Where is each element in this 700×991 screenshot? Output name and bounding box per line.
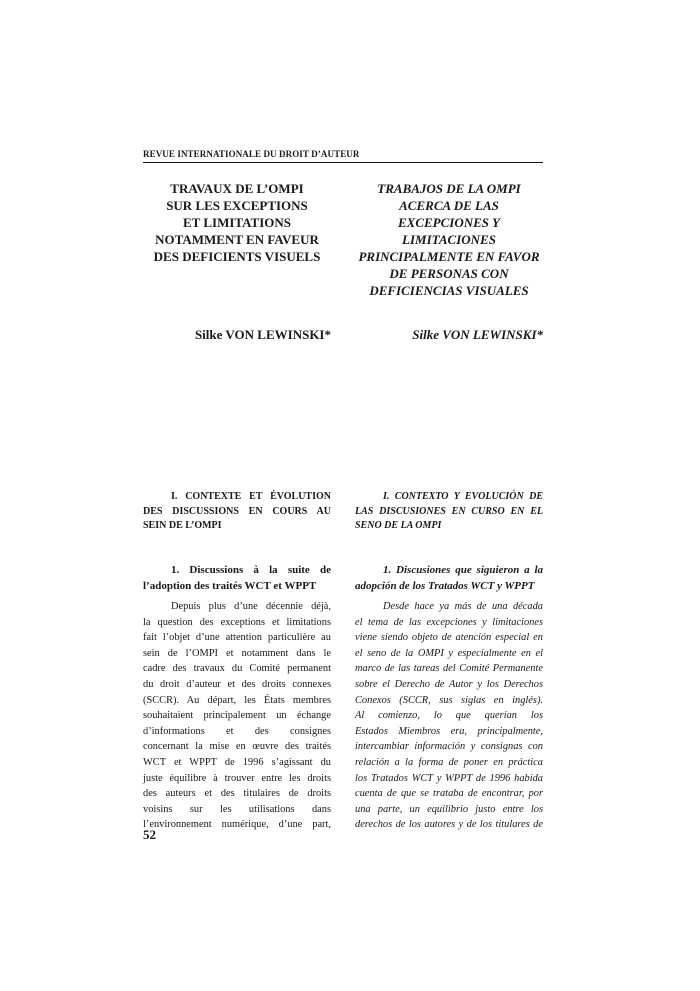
french-paragraph-line: souhaitaient principalement un échange xyxy=(143,710,331,722)
spanish-paragraph-line: relación a la forma de poner en práctica xyxy=(355,756,543,768)
french-title-line: ET LIMITATIONS xyxy=(182,215,291,230)
french-paragraph xyxy=(143,599,331,833)
spanish-title-line: EXCEPCIONES Y xyxy=(398,215,500,230)
french-paragraph-line: du droit d’auteur et des droits connexes xyxy=(143,678,331,690)
french-paragraph-line: d’informations et des consignes xyxy=(143,725,331,737)
french-paragraph-line: des auteurs et des titulaires de droits xyxy=(143,788,331,800)
french-author: Silke VON LEWINSKI* xyxy=(194,327,331,342)
spanish-title-line: ACERCA DE LAS xyxy=(399,198,499,213)
french-paragraph-line: l’environnement numérique, d’une part, xyxy=(143,819,331,831)
spanish-title-line: LIMITACIONES xyxy=(402,232,496,247)
spanish-paragraph-line: cuenta de que se trataba de encontrar, por xyxy=(355,788,543,800)
spanish-paragraph-line: marco de las tareas del Comité Permanente xyxy=(355,663,543,675)
french-paragraph-line: juste équilibre à trouver entre les droits xyxy=(143,772,331,784)
spanish-paragraph xyxy=(355,599,543,833)
spanish-paragraph-line: Al comienzo, lo que querían los xyxy=(355,710,543,722)
spanish-author: Silke VON LEWINSKI* xyxy=(412,327,543,342)
spanish-paragraph-line: viene siendo objeto de atención especial en xyxy=(355,632,543,644)
spanish-title xyxy=(355,180,543,299)
spanish-paragraph-line: Estados Miembros era, principalmente, xyxy=(355,725,543,737)
spanish-subsection-heading xyxy=(355,563,543,594)
french-paragraph-line: WCT et WPPT de 1996 s’agissant du xyxy=(143,756,331,768)
spanish-subsection-heading-line: 1. Discusiones que siguieron a la xyxy=(383,564,543,576)
french-section-heading-line: DES DISCUSSIONS EN COURS AU xyxy=(143,505,331,517)
french-paragraph-line: concernant la mise en œuvre des traités xyxy=(143,741,331,753)
french-subsection-heading xyxy=(143,563,331,594)
spanish-paragraph-line: sobre el Derecho de Autor y los Derechos xyxy=(355,678,543,690)
french-subsection-heading-line: l’adoption des traités WCT et WPPT xyxy=(143,579,317,592)
spanish-paragraph-line: intercambiar información y consignas con xyxy=(355,741,543,753)
spanish-paragraph-line: los Tratados WCT y WPPT de 1996 habida xyxy=(355,772,543,784)
spanish-title-line: TRABAJOS DE LA OMPI xyxy=(377,181,521,196)
french-paragraph-line: cadre des travaux du Comité permanent xyxy=(143,663,331,675)
running-head-rule xyxy=(143,162,543,163)
french-paragraph-line: la question des exceptions et limitations xyxy=(143,616,331,628)
spanish-paragraph-line: una parte, un equilibrio justo entre los xyxy=(355,803,543,815)
french-title xyxy=(143,180,331,265)
spanish-paragraph-line: derechos de los autores y de los titulares de xyxy=(355,819,543,831)
french-title-line: TRAVAUX DE L’OMPI xyxy=(170,181,304,196)
french-paragraph-line: Depuis plus d’une décennie déjà, xyxy=(171,601,331,612)
french-subsection-heading-line: 1. Discussions à la suite de xyxy=(171,564,331,576)
spanish-section-heading-line: SENO DE LA OMPI xyxy=(355,520,442,531)
page-number: 52 xyxy=(143,827,156,842)
spanish-section-heading xyxy=(355,490,543,534)
spanish-title-line: DE PERSONAS CON xyxy=(389,266,509,281)
french-section-heading-line: I. CONTEXTE ET ÉVOLUTION xyxy=(171,491,331,502)
spanish-section-heading-line: LAS DISCUSIONES EN CURSO EN EL xyxy=(355,505,543,517)
french-title-line: SUR LES EXCEPTIONS xyxy=(166,198,308,213)
french-paragraph-line: voisins sur les utilisations dans xyxy=(143,803,331,815)
spanish-paragraph-line: el seno de la OMPI y especialmente en el xyxy=(355,647,543,659)
spanish-subsection-heading-line: adopción de los Tratados WCT y WPPT xyxy=(355,579,535,592)
spanish-paragraph-line: Conexos (SCCR, sus siglas en inglés). xyxy=(355,694,543,706)
french-paragraph-line: sein de l’OMPI et notamment dans le xyxy=(143,647,331,659)
french-paragraph-line: (SCCR). Au départ, les États membres xyxy=(143,694,331,706)
spanish-title-line: PRINCIPALMENTE EN FAVOR xyxy=(358,249,540,264)
spanish-paragraph-line: el tema de las excepciones y limitaciones xyxy=(355,616,543,628)
running-head: REVUE INTERNATIONALE DU DROIT D’AUTEUR xyxy=(143,149,360,159)
french-title-line: DES DEFICIENTS VISUELS xyxy=(153,249,321,264)
french-title-line: NOTAMMENT EN FAVEUR xyxy=(155,232,319,247)
french-paragraph-line: fait l’objet d’une attention particulière au xyxy=(143,632,331,644)
spanish-section-heading-line: I. CONTEXTO Y EVOLUCIÓN DE xyxy=(383,491,543,502)
french-section-heading xyxy=(143,490,331,534)
spanish-title-line: DEFICIENCIAS VISUALES xyxy=(369,283,529,298)
spanish-paragraph-line: Desde hace ya más de una década xyxy=(383,601,543,612)
french-section-heading-line: SEIN DE L’OMPI xyxy=(143,520,222,531)
